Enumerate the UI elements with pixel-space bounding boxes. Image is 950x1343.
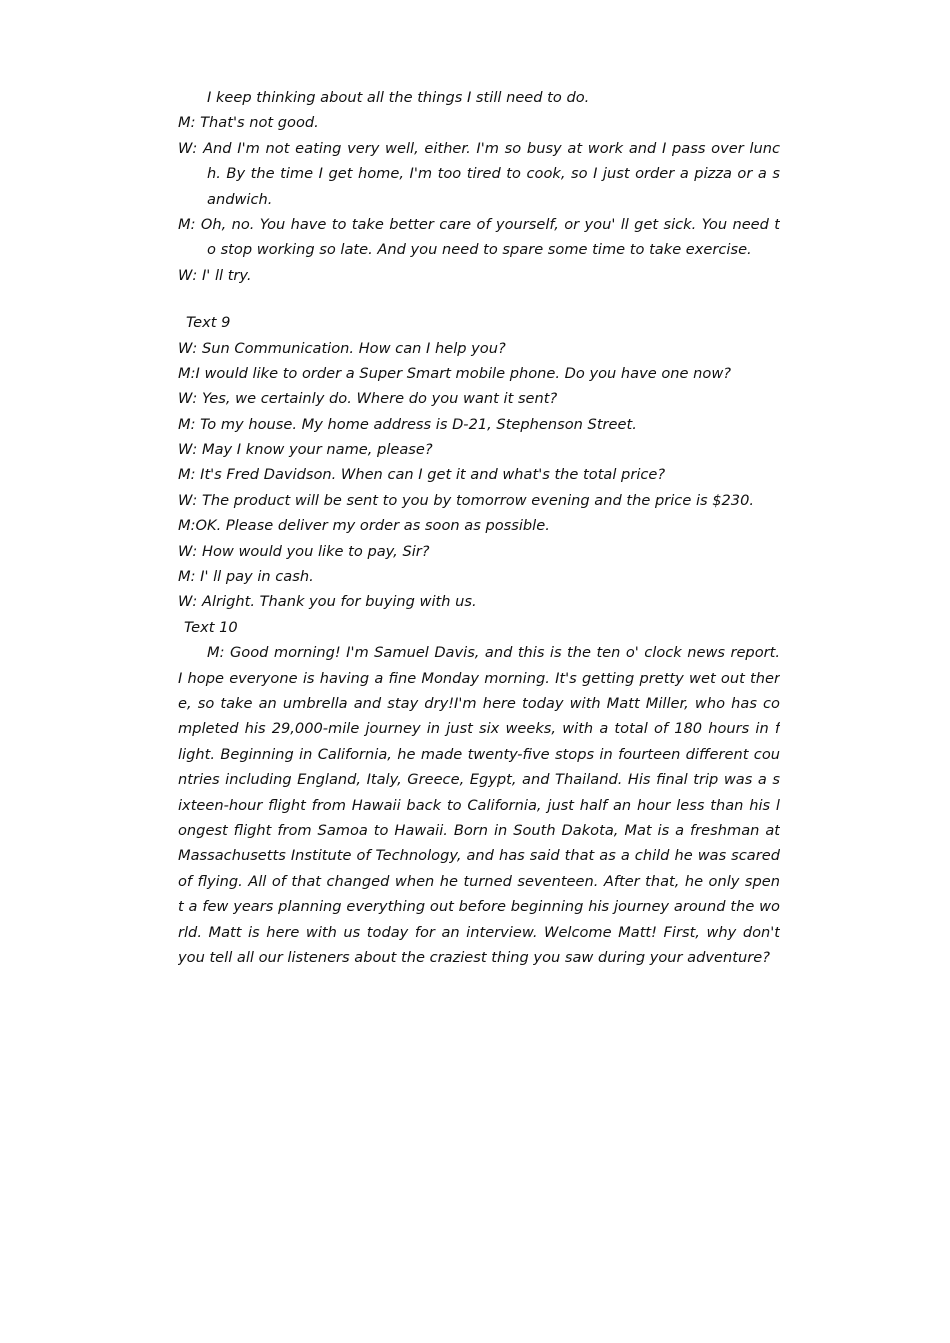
- text9-line: W: The product will be sent to you by tomorrow evening and the price is $230.: [178, 491, 755, 509]
- text9-line: W: May I know your name, please?: [178, 441, 433, 459]
- text10-line: ixteen-hour flight from Hawaii back to California, just half an hour less than his l: [178, 796, 780, 814]
- text8-line: o stop working so late. And you need to spare some time to take exercise.: [207, 241, 752, 259]
- text10-line: of flying. All of that changed when he turned seventeen. After that, he only spen: [178, 872, 780, 890]
- text9-line: W: Yes, we certainly do. Where do you want it sent?: [178, 390, 558, 408]
- text10-line: Massachusetts Institute of Technology, and has said that as a child he was scared: [178, 847, 780, 865]
- text10-line: ongest flight from Samoa to Hawaii. Born in South Dakota, Mat is a freshman at: [178, 821, 780, 839]
- text8-line: andwich.: [207, 190, 273, 208]
- text9-heading: Text 9: [186, 314, 231, 332]
- text8-line: I keep thinking about all the things I still need to do.: [207, 89, 590, 106]
- text9-line: M: I' ll pay in cash.: [178, 568, 314, 586]
- text10-line: ntries including England, Italy, Greece, Egypt, and Thailand. His final trip was a s: [178, 771, 780, 789]
- text10-heading: Text 10: [184, 618, 238, 636]
- text10-line: light. Beginning in California, he made twenty-five stops in fourteen different cou: [178, 745, 780, 763]
- text10-line: M: Good morning! I'm Samuel Davis, and this is the ten o' clock news report.: [207, 644, 780, 662]
- text9-line: W: Alright. Thank you for buying with us.: [178, 593, 477, 611]
- text9-line: M:I would like to order a Super Smart mobile phone. Do you have one now?: [178, 364, 732, 382]
- text9-line: W: How would you like to pay, Sir?: [178, 542, 430, 560]
- section-gap: [178, 288, 780, 310]
- text9-line: M:OK. Please deliver my order as soon as possible.: [178, 517, 550, 535]
- text10-line: mpleted his 29,000-mile journey in just six weeks, with a total of 180 hours in f: [178, 720, 780, 738]
- text9-line: M: It's Fred Davidson. When can I get it and what's the total price?: [178, 466, 666, 484]
- text8-line: M: Oh, no. You have to take better care of yourself, or you' ll get sick. You need t: [178, 215, 780, 233]
- text9-line: W: Sun Communication. How can I help you?: [178, 339, 506, 357]
- text8-line: h. By the time I get home, I'm too tired to cook, so I just order a pizza or a s: [207, 165, 780, 183]
- transcript-page: [178, 85, 780, 970]
- text8-line: M: That's not good.: [178, 114, 319, 132]
- text10-line: I hope everyone is having a fine Monday morning. It's getting pretty wet out ther: [178, 669, 780, 687]
- text10-line: e, so take an umbrella and stay dry!I'm here today with Matt Miller, who has co: [178, 694, 780, 712]
- text10-line: rld. Matt is here with us today for an interview. Welcome Matt! First, why don't: [178, 923, 780, 941]
- text8-line: W: And I'm not eating very well, either. I'm so busy at work and I pass over lunc: [178, 139, 780, 157]
- text10-line: t a few years planning everything out before beginning his journey around the wo: [178, 898, 780, 916]
- text8-line: W: I' ll try.: [178, 266, 252, 284]
- text9-line: M: To my house. My home address is D-21, Stephenson Street.: [178, 415, 637, 433]
- text10-line: you tell all our listeners about the craziest thing you saw during your adventure?: [178, 948, 770, 966]
